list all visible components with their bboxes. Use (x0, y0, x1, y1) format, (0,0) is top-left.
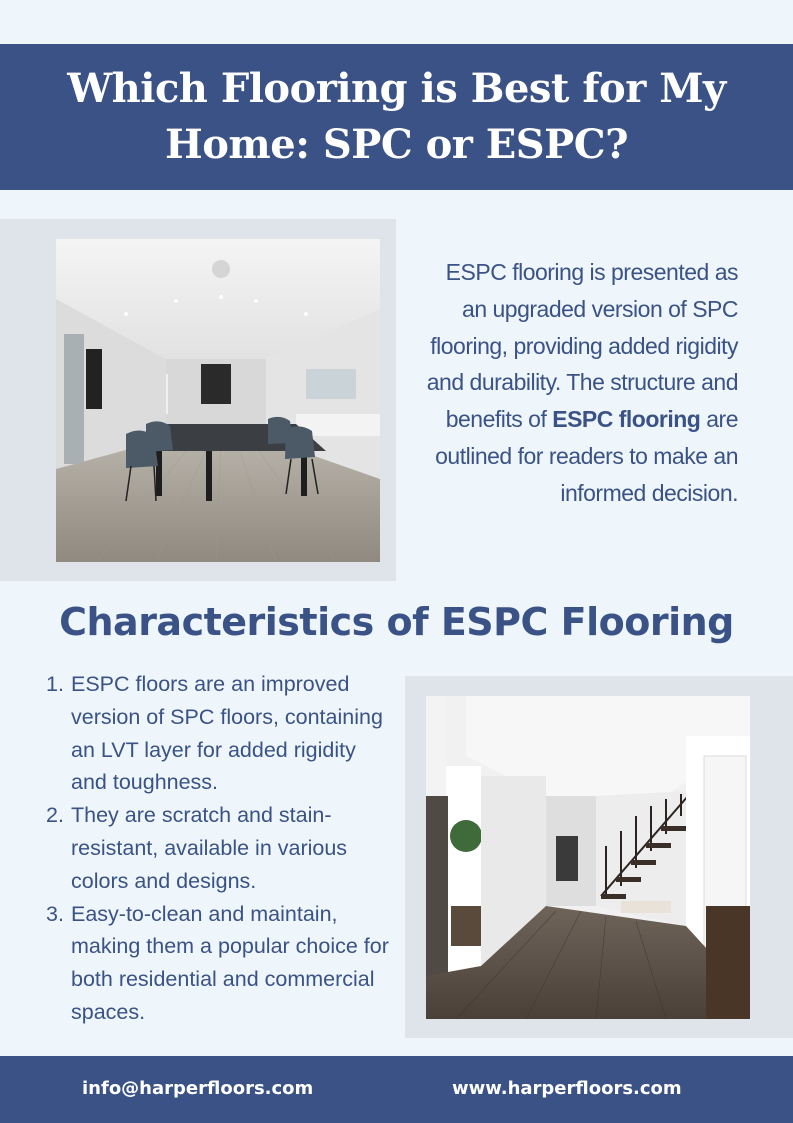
intro-bold-link-text: ESPC flooring (552, 406, 701, 433)
list-number: 3. (46, 901, 64, 926)
characteristics-title: Characteristics of ESPC Flooring (59, 600, 734, 644)
characteristics-list (46, 668, 396, 1029)
hallway-staircase-photo (426, 696, 750, 1019)
list-item (46, 799, 396, 897)
list-number: 2. (46, 803, 64, 828)
intro-paragraph (420, 254, 738, 512)
intro-text-start: ESPC flooring is presented as an upgraded version of SPC flooring, providing added rigidity and durability. The structure and benefits of (426, 259, 738, 433)
footer-website[interactable]: www.harperfloors.com (452, 1078, 682, 1099)
list-item (46, 898, 396, 1029)
page-title: Which Flooring is Best for My Home: SPC or ESPC? (67, 65, 726, 168)
list-item (46, 668, 396, 799)
dining-room-photo (56, 239, 380, 562)
footer-email[interactable]: info@harperfloors.com (82, 1078, 314, 1099)
list-text: Easy-to-clean and maintain, making them a popular choice for both residential and commercial spaces. (71, 901, 389, 1024)
footer-bar (0, 1056, 793, 1123)
list-text: They are scratch and stain-resistant, available in various colors and designs. (71, 803, 348, 893)
list-text: ESPC floors are an improved version of SPC floors, containing an LVT layer for added rigidity and toughness. (71, 672, 383, 795)
intro-text-end: are outlined for readers to make an informed decision. (435, 406, 738, 506)
header-banner (0, 44, 793, 190)
list-number: 1. (46, 672, 64, 696)
